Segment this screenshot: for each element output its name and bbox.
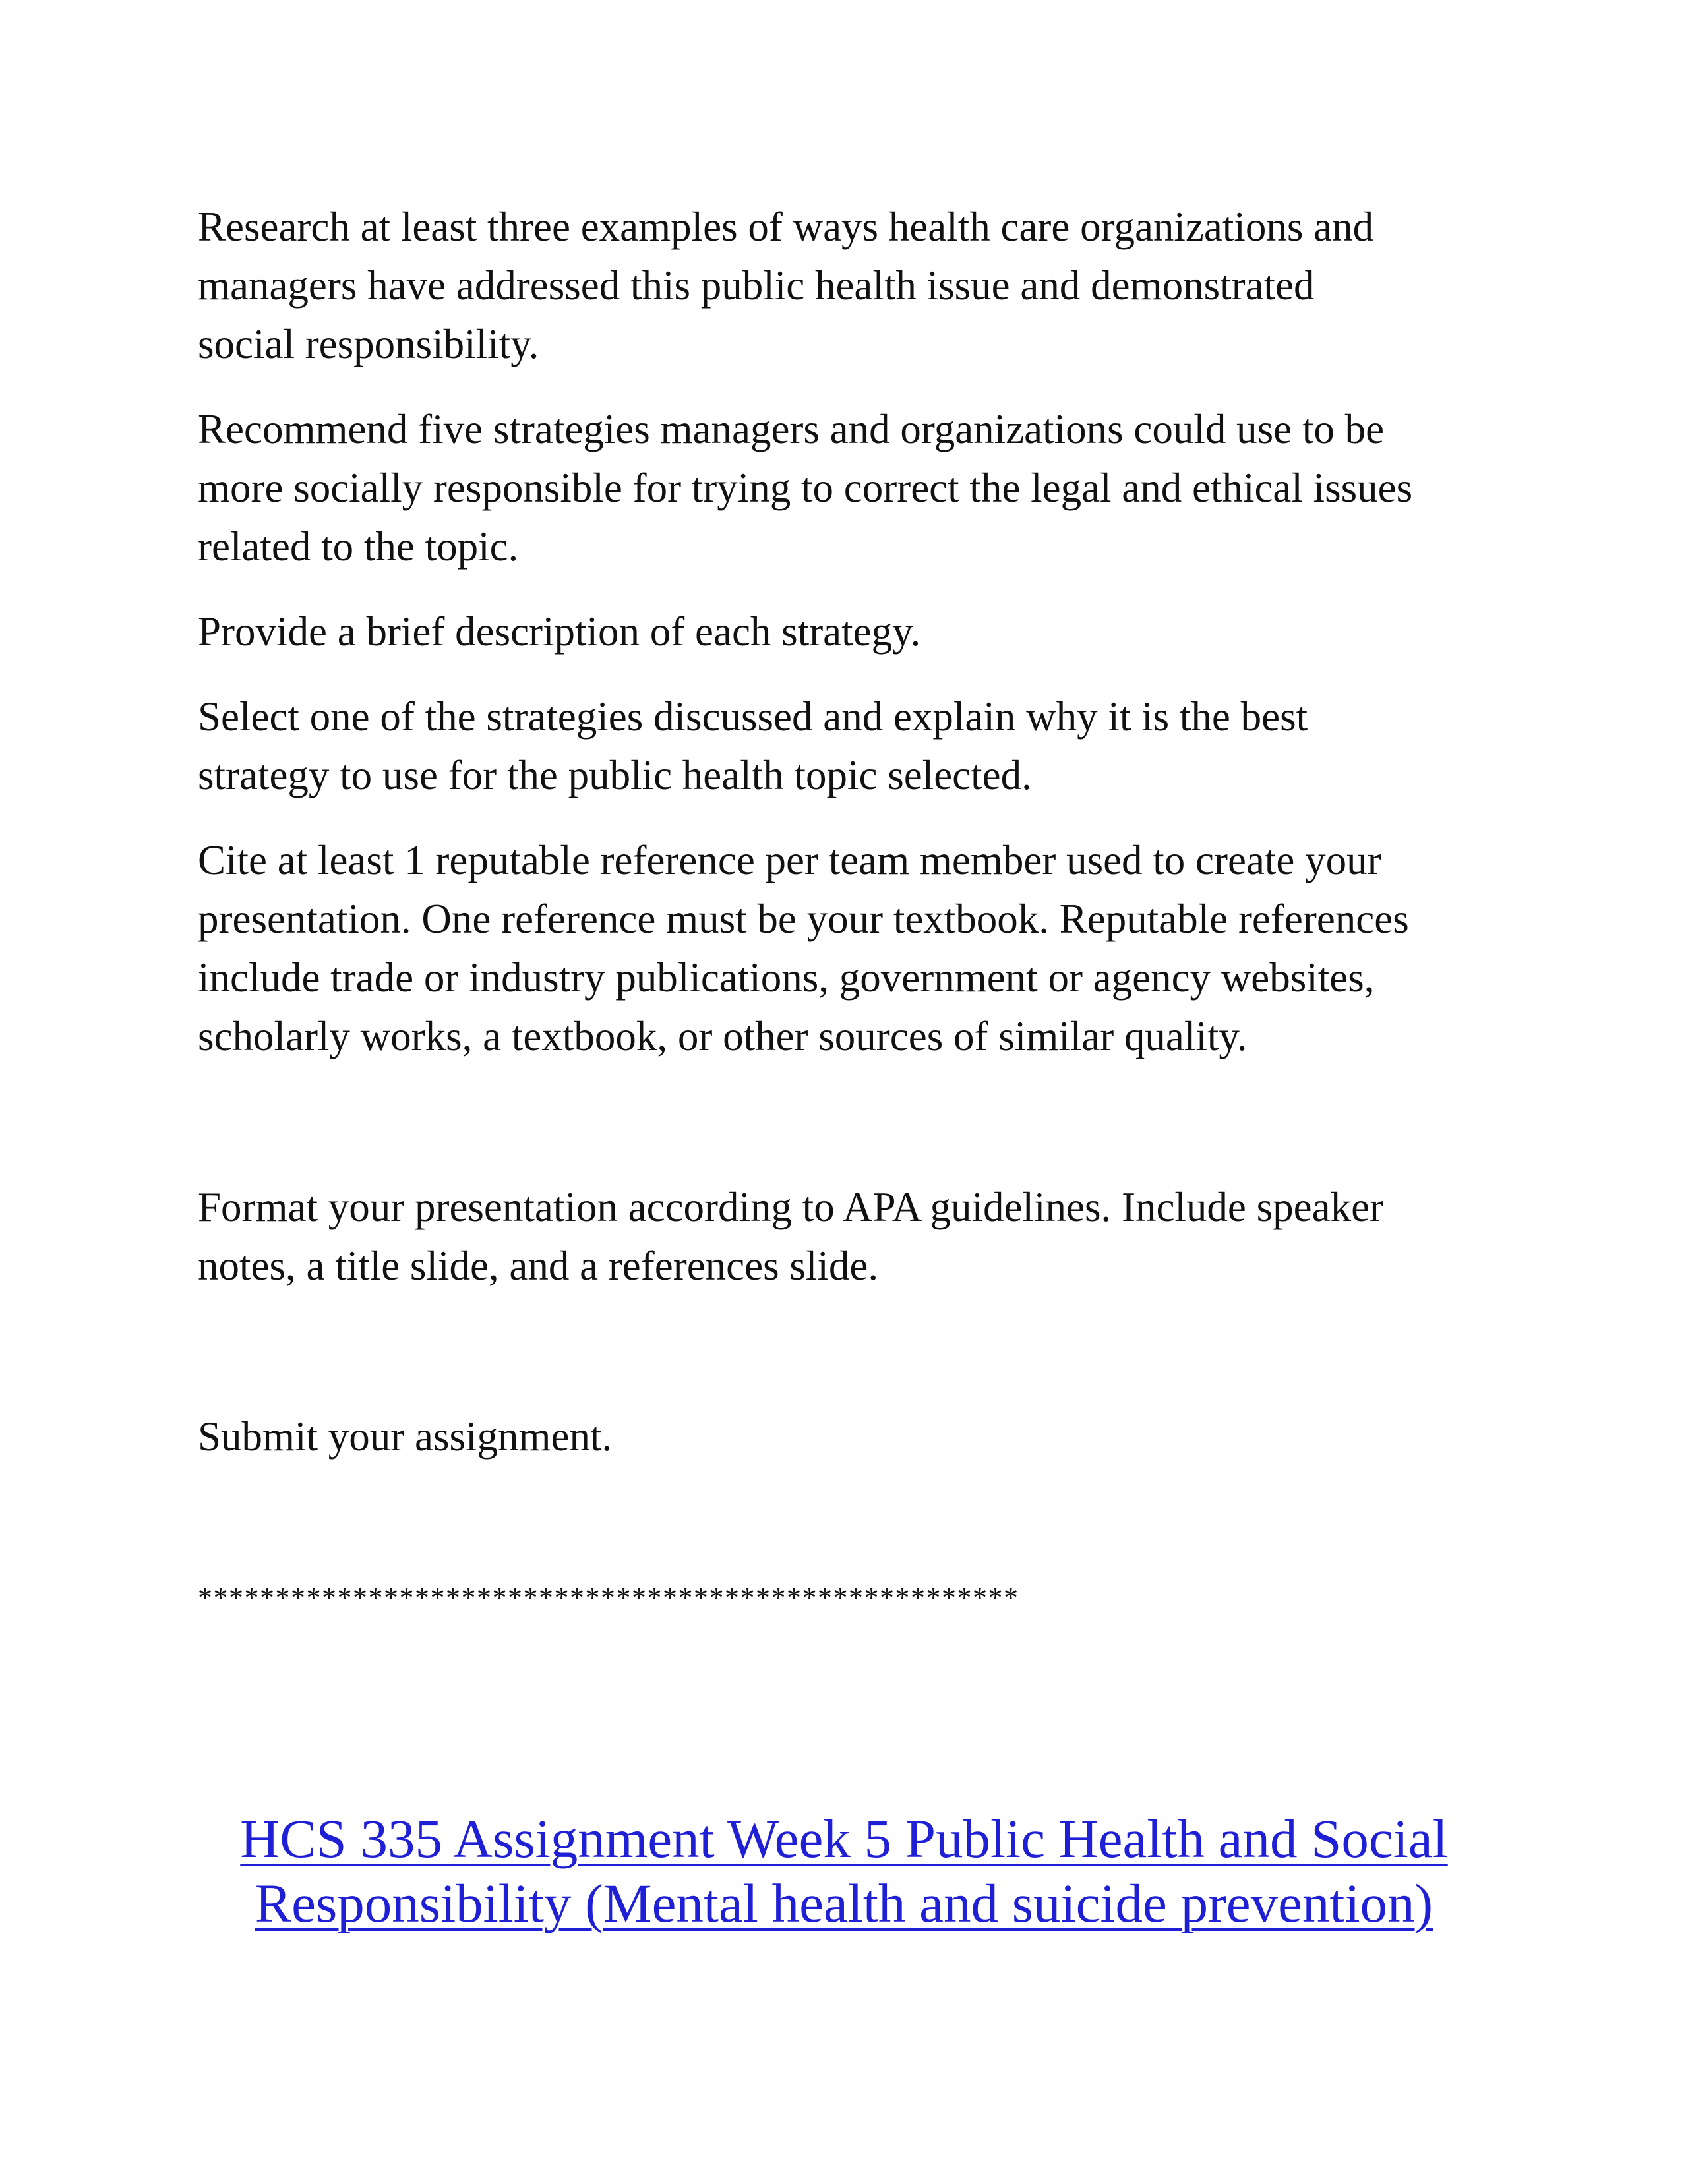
spacer [198, 1322, 1510, 1407]
link-line: Responsibility (Mental health and suicide prevention) [255, 1873, 1433, 1933]
text-line: include trade or industry publications, government or agency websites, [198, 955, 1375, 1001]
text-line: Select one of the strategies discussed and explain why it is the best [198, 694, 1308, 740]
text-line: Submit your assignment. [198, 1413, 613, 1460]
text-line: notes, a title slide, and a references slide. [198, 1243, 879, 1289]
paragraph-submit [198, 1407, 1510, 1466]
asterisk-separator: ***************************************************** [198, 1581, 1019, 1614]
link-container [0, 1806, 1688, 1935]
spacer [198, 1092, 1510, 1178]
text-line: Cite at least 1 reputable reference per team member used to create your [198, 837, 1381, 883]
text-line: related to the topic. [198, 523, 519, 570]
document-body [198, 198, 1510, 1618]
paragraph-select [198, 688, 1510, 805]
text-line: more socially responsible for trying to correct the legal and ethical issues [198, 465, 1413, 511]
text-line: managers have addressed this public health issue and demonstrated [198, 262, 1315, 309]
assignment-link[interactable] [240, 1806, 1447, 1935]
text-line: Recommend five strategies managers and organizations could use to be [198, 406, 1385, 452]
paragraph-describe [198, 603, 1510, 661]
link-line: HCS 335 Assignment Week 5 Public Health and Social [240, 1808, 1448, 1869]
paragraph-research [198, 198, 1510, 374]
paragraph-format [198, 1178, 1510, 1295]
text-line: Format your presentation according to APA guidelines. Include speaker [198, 1184, 1384, 1230]
text-line: Research at least three examples of ways health care organizations and [198, 204, 1374, 250]
text-line: social responsibility. [198, 321, 539, 367]
text-line: presentation. One reference must be your textbook. Reputable references [198, 896, 1409, 942]
text-line: strategy to use for the public health topic selected. [198, 752, 1032, 798]
paragraph-recommend [198, 400, 1510, 576]
text-line: scholarly works, a textbook, or other sources of similar quality. [198, 1013, 1248, 1059]
spacer [198, 1492, 1510, 1578]
paragraph-cite [198, 831, 1510, 1066]
text-line: Provide a brief description of each strategy. [198, 608, 921, 655]
